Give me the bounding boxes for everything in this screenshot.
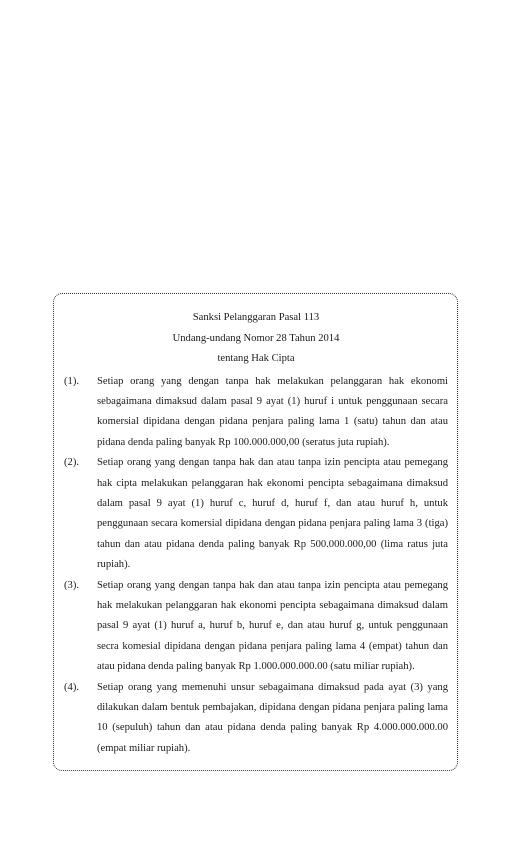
clause-number: (3). xyxy=(64,579,80,591)
clause-2 xyxy=(64,453,448,575)
clause-number: (2). xyxy=(64,457,80,469)
clause-4 xyxy=(64,678,448,760)
copyright-sanction-notice xyxy=(53,293,458,771)
notice-title: Sanksi Pelanggaran Pasal 113 xyxy=(192,312,320,323)
notice-law-reference: Undang-undang Nomor 28 Tahun 2014 xyxy=(172,332,340,344)
clause-text: Setiap orang yang dengan tanpa hak dan atau tanpa izin pencipta atau pemegang hak melakukan pelanggaran hak ekonomi pencipta sebagaimana dimaksud dalam pasal 9 ayat (1) huruf a, huruf b, huruf e, dan atau huruf g, untuk penggunaan secra komesial dipidana dengan pidana penjara paling lama 4 (empat) tahun dan atau pidana denda paling banyak Rp 1.000.000.000.00 (satu miliar rupiah). xyxy=(97,579,448,673)
clause-text: Setiap orang yang dengan tanpa hak melakukan pelanggaran hak ekonomi sebagaimana dimaksud dalam pasal 9 ayat (1) huruf i untuk penggunaan secara komersial dipidana dengan pidana penjara paling lama 1 (satu) tahun dan atau pidana denda paling banyak Rp 100.000.000,00 (seratus juta rupiah). xyxy=(97,375,448,448)
clause-number: (4). xyxy=(64,681,80,693)
clause-number: (1). xyxy=(64,375,80,387)
clause-3 xyxy=(64,576,448,678)
clause-list xyxy=(64,372,448,760)
notice-subject: tentang Hak Cipta xyxy=(217,353,295,364)
clause-text: Setiap orang yang dengan tanpa hak dan atau tanpa izin pencipta atau pemegang hak cipta melakukan pelanggaran hak ekonomi pencipta sebagaimana dimaksud dalam pasal 9 ayat (1) huruf c, huruf d, huruf f, dan atau huruf h, untuk penggunaan secara komersial dipidana dengan pidana penjara paling lama 3 (tiga) tahun dan atau pidana denda paling banyak Rp 500.000.000,00 (lima ratus juta rupiah). xyxy=(97,457,448,571)
clause-text: Setiap orang yang memenuhi unsur sebagaimana dimaksud pada ayat (3) yang dilakukan dalam bentuk pembajakan, dipidana dengan pidana penjara paling lama 10 (sepuluh) tahun dan atau pidana denda paling banyak Rp 4.000.000.000.00 (empat miliar rupiah). xyxy=(97,681,448,754)
clause-1 xyxy=(64,372,448,454)
